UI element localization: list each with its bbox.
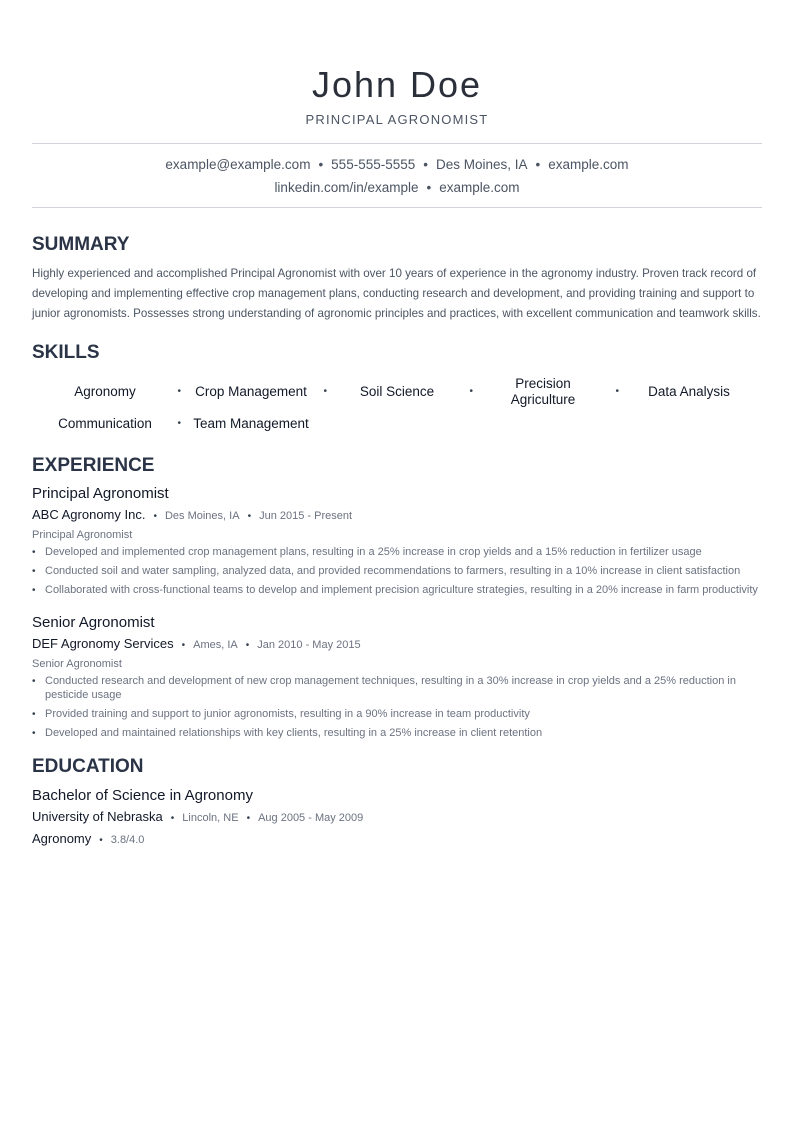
school-location: Lincoln, NE — [182, 812, 239, 824]
separator-dot: • — [318, 157, 324, 172]
skill-item — [616, 376, 762, 408]
skill-label: Crop Management — [195, 384, 307, 399]
company-name: ABC Agronomy Inc. — [32, 507, 146, 522]
list-item: • Collaborated with cross-functional teams to develop and implement precision agriculture strategies, resulting in a 20% increase in farm productivity — [32, 583, 762, 597]
education-major-row — [32, 830, 762, 850]
linkedin-link[interactable]: linkedin.com/in/example — [274, 180, 419, 195]
job-title: Principal Agronomist — [32, 485, 169, 502]
bullet-dot: • — [323, 386, 327, 397]
job-bullets — [32, 545, 762, 597]
job-entry — [32, 484, 762, 597]
summary-text: Highly experienced and accomplished Principal Agronomist with over 10 years of experience in the agronomy industry. Proven track record of developing and implementing effective crop management plans, conducting research and development, and providing training and support to junior agronomists. Possesses strong understanding of agronomic principles and practices, with excellent communication and teamwork skills. — [32, 267, 761, 320]
skill-item — [32, 412, 181, 436]
separator-dot: • — [153, 511, 157, 522]
job-dates: Jun 2015 - Present — [259, 510, 353, 522]
location-text: Des Moines, IA — [435, 157, 528, 172]
list-item: • Developed and maintained relationships with key clients, resulting in a 25% increase in client retention — [32, 726, 762, 740]
skill-label: Soil Science — [359, 384, 435, 399]
company-name: DEF Agronomy Services — [32, 636, 174, 651]
skill-item — [178, 376, 327, 408]
bullet-dot: • — [615, 386, 619, 397]
separator-dot: • — [245, 640, 250, 651]
gpa-value: 3.8/4.0 — [110, 834, 145, 846]
resume-header — [32, 64, 762, 208]
candidate-name: John Doe — [311, 64, 483, 105]
school-name: University of Nebraska — [32, 809, 163, 824]
bullet-dot: • — [177, 386, 181, 397]
candidate-title: PRINCIPAL AGRONOMIST — [305, 112, 489, 127]
list-item: • Conducted research and development of new crop management techniques, resulting in a 30% increase in crop yields and a 25% reduction in pesticide usage — [32, 674, 762, 702]
summary-heading: SUMMARY — [32, 234, 130, 255]
separator-dot: • — [535, 157, 541, 172]
email-link[interactable]: example@example.com — [165, 157, 311, 172]
website-link[interactable]: example.com — [548, 157, 629, 172]
contact-line-2 — [32, 176, 762, 199]
separator-dot: • — [423, 157, 428, 172]
degree-title: Bachelor of Science in Agronomy — [32, 787, 253, 804]
job-title: Senior Agronomist — [32, 614, 155, 631]
job-location: Ames, IA — [193, 639, 238, 651]
bullet-dot: • — [177, 418, 181, 429]
separator-dot: • — [170, 813, 175, 824]
job-dates: Jan 2010 - May 2015 — [257, 639, 361, 651]
skill-label: Communication — [58, 416, 152, 431]
job-subtitle: Senior Agronomist — [32, 658, 122, 670]
separator-dot: • — [426, 180, 432, 195]
skill-label: Team Management — [193, 416, 309, 431]
website-link-2[interactable]: example.com — [439, 180, 520, 195]
job-bullets — [32, 674, 762, 740]
separator-dot: • — [99, 835, 103, 846]
contact-line-1 — [32, 153, 762, 176]
separator-dot: • — [181, 640, 186, 651]
skills-grid — [32, 376, 762, 436]
list-item: • Provided training and support to junior agronomists, resulting in a 90% increase in team productivity — [32, 707, 762, 721]
experience-heading: EXPERIENCE — [32, 455, 155, 476]
skill-label: Agronomy — [74, 384, 136, 399]
list-item: • Conducted soil and water sampling, analyzed data, and provided recommendations to farmers, resulting in a 10% increase in client satisfaction — [32, 564, 762, 578]
education-heading: EDUCATION — [32, 756, 144, 777]
contact-info — [32, 143, 762, 208]
skill-label: Precision Agriculture — [510, 376, 576, 407]
phone-text[interactable]: 555-555-5555 — [331, 157, 416, 172]
list-item: • Developed and implemented crop management plans, resulting in a 25% increase in crop yields and a 15% reduction in fertilizer usage — [32, 545, 762, 559]
skill-label: Data Analysis — [648, 384, 730, 399]
job-meta — [32, 635, 762, 655]
skills-heading: SKILLS — [32, 342, 100, 363]
education-meta — [32, 808, 762, 828]
job-meta — [32, 506, 762, 526]
job-entry — [32, 613, 762, 740]
skill-item — [324, 376, 473, 408]
skill-item — [470, 376, 619, 408]
major-name: Agronomy — [32, 831, 92, 846]
education-dates: Aug 2005 - May 2009 — [258, 812, 364, 824]
job-subtitle: Principal Agronomist — [32, 529, 133, 541]
separator-dot: • — [246, 813, 251, 824]
separator-dot: • — [247, 511, 252, 522]
skill-item — [32, 376, 181, 408]
skill-item — [178, 412, 324, 436]
resume-page — [32, 0, 762, 850]
job-location: Des Moines, IA — [164, 510, 240, 522]
bullet-dot: • — [469, 386, 473, 397]
